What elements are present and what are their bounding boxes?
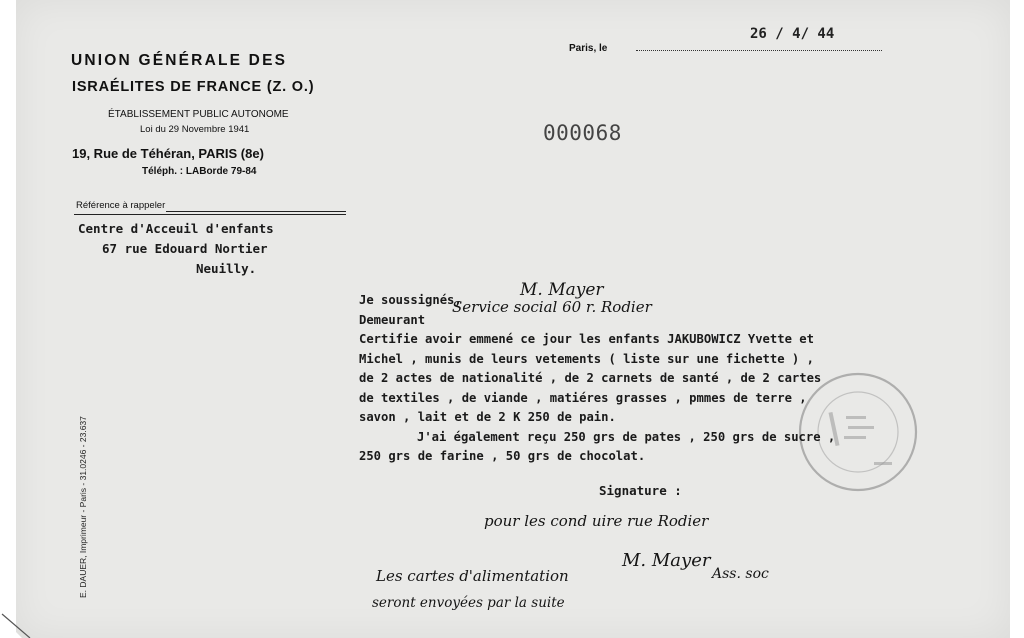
org-name-line2: ISRAÉLITES DE FRANCE (Z. O.) <box>72 79 315 95</box>
handwritten-note-line1: Les cartes d'alimentation <box>376 567 569 585</box>
date-line <box>636 50 882 51</box>
body-line6: de textiles , de viande , matiéres grasses , pmmes de terre , <box>359 390 807 405</box>
org-phone: Téléph. : LABorde 79-84 <box>142 166 257 177</box>
document-page <box>16 0 1010 638</box>
recipient-line1: Centre d'Acceuil d'enfants <box>78 221 274 236</box>
printer-imprint: E. DAUER, Imprimeur - Paris - 31.0246 - 23.637 <box>78 416 88 598</box>
recipient-block <box>78 219 274 279</box>
body-line3: Certifie avoir emmené ce jour les enfants JAKUBOWICZ Yvette et <box>359 332 814 346</box>
body-line1: Je soussignés, <box>359 293 462 307</box>
org-name-line1: UNION GÉNÉRALE DES <box>71 52 288 69</box>
body-line2: Demeurant <box>359 312 426 327</box>
body-line5: de 2 actes de nationalité , de 2 carnets de santé , de 2 cartes <box>359 371 822 385</box>
law-text: Loi du 29 Novembre 1941 <box>140 124 250 135</box>
body-line8: J'ai également reçu 250 grs de pates , 250 grs de sucre , <box>417 429 836 444</box>
body-line4: Michel , munis de leurs vetements ( liste sur une fichette ) , <box>359 351 814 366</box>
body-line7: savon , lait et de 2 K 250 de pain. <box>359 410 616 424</box>
recipient-line2: 67 rue Edouard Nortier <box>102 241 268 256</box>
reference-line <box>166 211 346 212</box>
handwritten-note-after: Ass. soc <box>712 566 769 582</box>
body-line9: 250 grs de farine , 50 grs de chocolat. <box>359 449 646 463</box>
document-number: 000068 <box>543 121 622 145</box>
reference-label: Référence à rappeler <box>76 200 166 211</box>
body-text <box>359 291 835 467</box>
handwritten-name: M. Mayer <box>520 280 604 300</box>
place-label: Paris, le <box>569 43 608 54</box>
establishment-text: ÉTABLISSEMENT PUBLIC AUTONOME <box>108 109 289 120</box>
handwritten-note-line2: seront envoyées par la suite <box>372 595 565 611</box>
handwritten-sign-for: pour les cond uire rue Rodier <box>484 512 709 530</box>
handwritten-signature: M. Mayer <box>622 550 711 571</box>
header-divider <box>74 214 346 215</box>
handwritten-residence: Service social 60 r. Rodier <box>452 298 652 316</box>
signature-label: Signature : <box>599 483 682 498</box>
date-value: 26 / 4/ 44 <box>750 26 835 42</box>
recipient-line3: Neuilly. <box>196 261 257 276</box>
org-address: 19, Rue de Téhéran, PARIS (8e) <box>72 146 264 161</box>
page-corner <box>0 612 40 638</box>
